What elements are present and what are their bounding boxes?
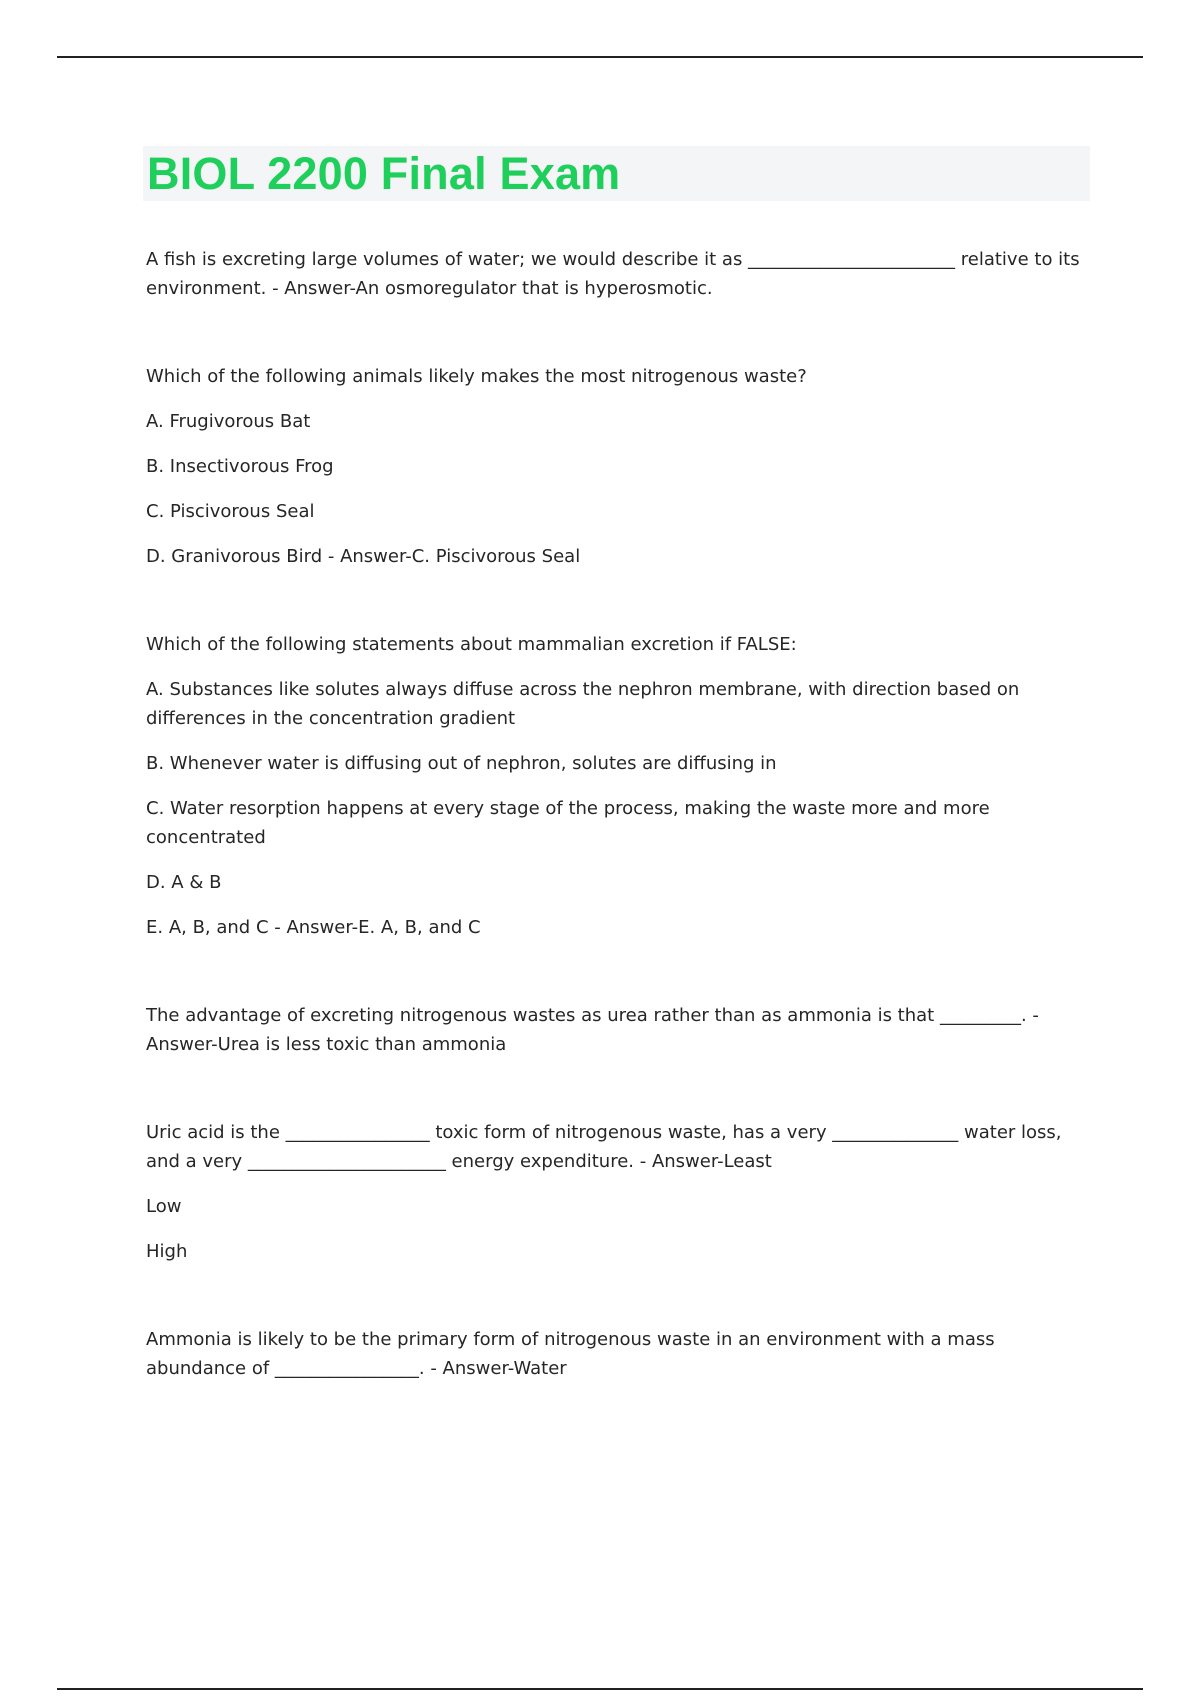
question-1	[146, 245, 1086, 303]
question-text: Which of the following statements about mammalian excretion if FALSE:	[146, 634, 797, 655]
document-title: BIOL 2200 Final Exam	[147, 148, 621, 199]
answer-line: Low	[146, 1196, 182, 1217]
question-5	[146, 1118, 1086, 1266]
question-text: The advantage of excreting nitrogenous wastes as urea rather than as ammonia is that _________. - Answer-Urea is less toxic than ammonia	[146, 1005, 1039, 1055]
question-text: Uric acid is the ________________ toxic form of nitrogenous waste, has a very ______________ water loss, and a very ______________________ energy expenditure. - Answer-Least	[146, 1122, 1062, 1172]
title-banner	[143, 146, 1090, 201]
question-3	[146, 630, 1086, 942]
answer-option: C. Water resorption happens at every stage of the process, making the waste more and more concentrated	[146, 798, 990, 848]
question-text: A fish is excreting large volumes of water; we would describe it as _______________________ relative to its environment. - Answer-An osmoregulator that is hyperosmotic.	[146, 249, 1080, 299]
answer-option: A. Substances like solutes always diffuse across the nephron membrane, with direction based on differences in the concentration gradient	[146, 679, 1020, 729]
answer-line: High	[146, 1241, 188, 1262]
answer-option: A. Frugivorous Bat	[146, 411, 311, 432]
answer-option: D. Granivorous Bird - Answer-C. Piscivorous Seal	[146, 546, 581, 567]
top-rule	[57, 56, 1143, 58]
answer-option: B. Whenever water is diffusing out of nephron, solutes are diffusing in	[146, 753, 777, 774]
question-4	[146, 1001, 1086, 1059]
exam-content	[146, 245, 1086, 1442]
answer-option: E. A, B, and C - Answer-E. A, B, and C	[146, 917, 481, 938]
question-text: Which of the following animals likely makes the most nitrogenous waste?	[146, 366, 807, 387]
answer-option: D. A & B	[146, 872, 222, 893]
question-text: Ammonia is likely to be the primary form of nitrogenous waste in an environment with a mass abundance of ________________. - Answer-Water	[146, 1329, 995, 1379]
answer-option: B. Insectivorous Frog	[146, 456, 334, 477]
question-2	[146, 362, 1086, 571]
bottom-rule	[57, 1688, 1143, 1690]
question-6	[146, 1325, 1086, 1383]
answer-option: C. Piscivorous Seal	[146, 501, 315, 522]
